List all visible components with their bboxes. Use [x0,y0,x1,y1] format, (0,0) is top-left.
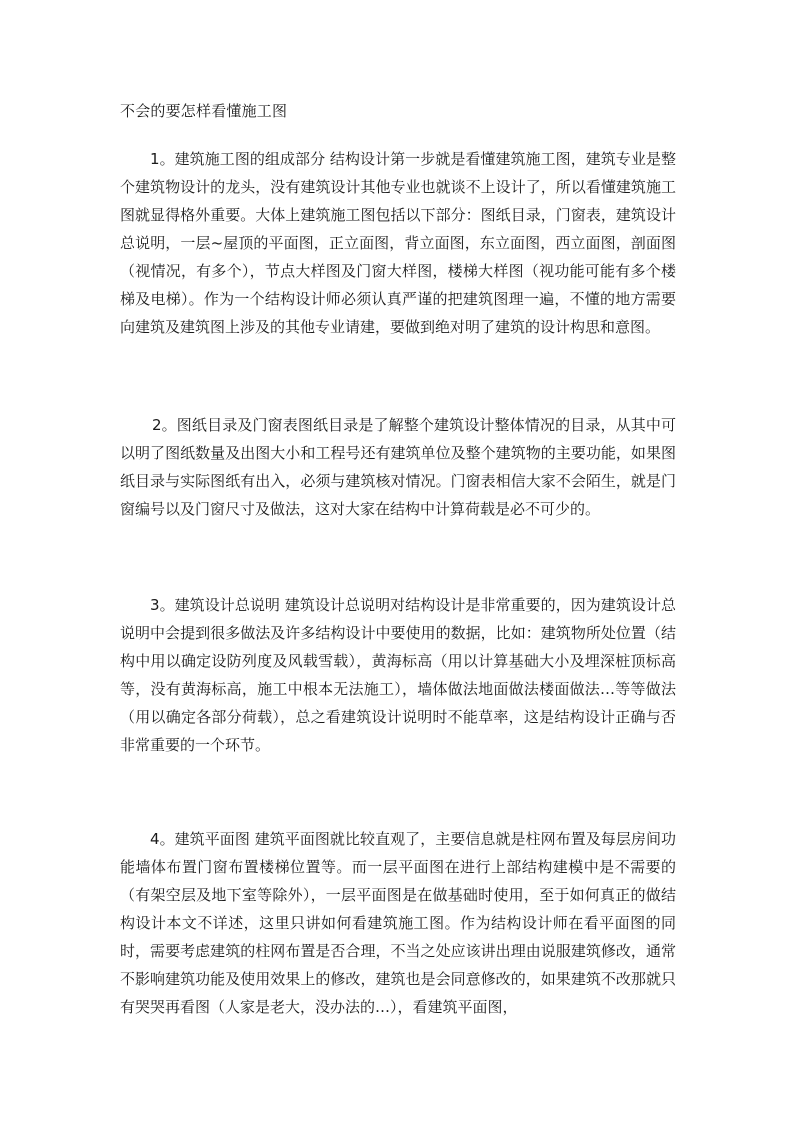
paragraph-drawing-composition: 1。建筑施工图的组成部分 结构设计第一步就是看懂建筑施工图，建筑专业是整个建筑物设计的龙头，没有建筑设计其他专业也就谈不上设计了，所以看懂建筑施工图就显得格外重要。大体上建筑施工图包括以下部分：图纸目录，门窗表，建筑设计总说明，一层~屋顶的平面图，正立面图，背立面图，东立面图，西立面图，剖面图（视情况，有多个），节点大样图及门窗大样图，楼梯大样图（视功能可能有多个楼梯及电梯）。作为一个结构设计师必须认真严谨的把建筑图理一遍，不懂的地方需要向建筑及建筑图上涉及的其他专业请建，要做到绝对明了建筑的设计构思和意图。 [120,150,676,336]
paragraph-floor-plan: 4。建筑平面图 建筑平面图就比较直观了，主要信息就是柱网布置及每层房间功能墙体布置门窗布置楼梯位置等。而一层平面图在进行上部结构建模中是不需要的（有架空层及地下室等除外），一层平面图是在做基础时使用，至于如何真正的做结构设计本文不详述，这里只讲如何看建筑施工图。作为结构设计师在看平面图的同时，需要考虑建筑的柱网布置是否合理，不当之处应该讲出理由说服建筑修改，通常不影响建筑功能及使用效果上的修改，建筑也是会同意修改的，如果建筑不改那就只有哭哭再看图（人家是老大，没办法的…），看建筑平面图， [120,830,676,1016]
paragraph-drawing-index: 2。图纸目录及门窗表图纸目录是了解整个建筑设计整体情况的目录，从其中可以明了图纸数量及出图大小和工程号还有建筑单位及整个建筑物的主要功能，如果图纸目录与实际图纸有出入，必须与建筑核对情况。门窗表相信大家不会陌生，就是门窗编号以及门窗尺寸及做法，这对大家在结构中计算荷载是必不可少的。 [120,416,676,518]
paragraph-design-notes: 3。建筑设计总说明 建筑设计总说明对结构设计是非常重要的，因为建筑设计总说明中会提到很多做法及许多结构设计中要使用的数据，比如：建筑物所处位置（结构中用以确定设防列度及风载雪载），黄海标高（用以计算基础大小及埋深桩顶标高等，没有黄海标高，施工中根本无法施工），墙体做法地面做法楼面做法…等等做法（用以确定各部分荷载），总之看建筑设计说明时不能草率，这是结构设计正确与否非常重要的一个环节。 [120,596,676,754]
document-title: 不会的要怎样看懂施工图 [120,102,288,120]
